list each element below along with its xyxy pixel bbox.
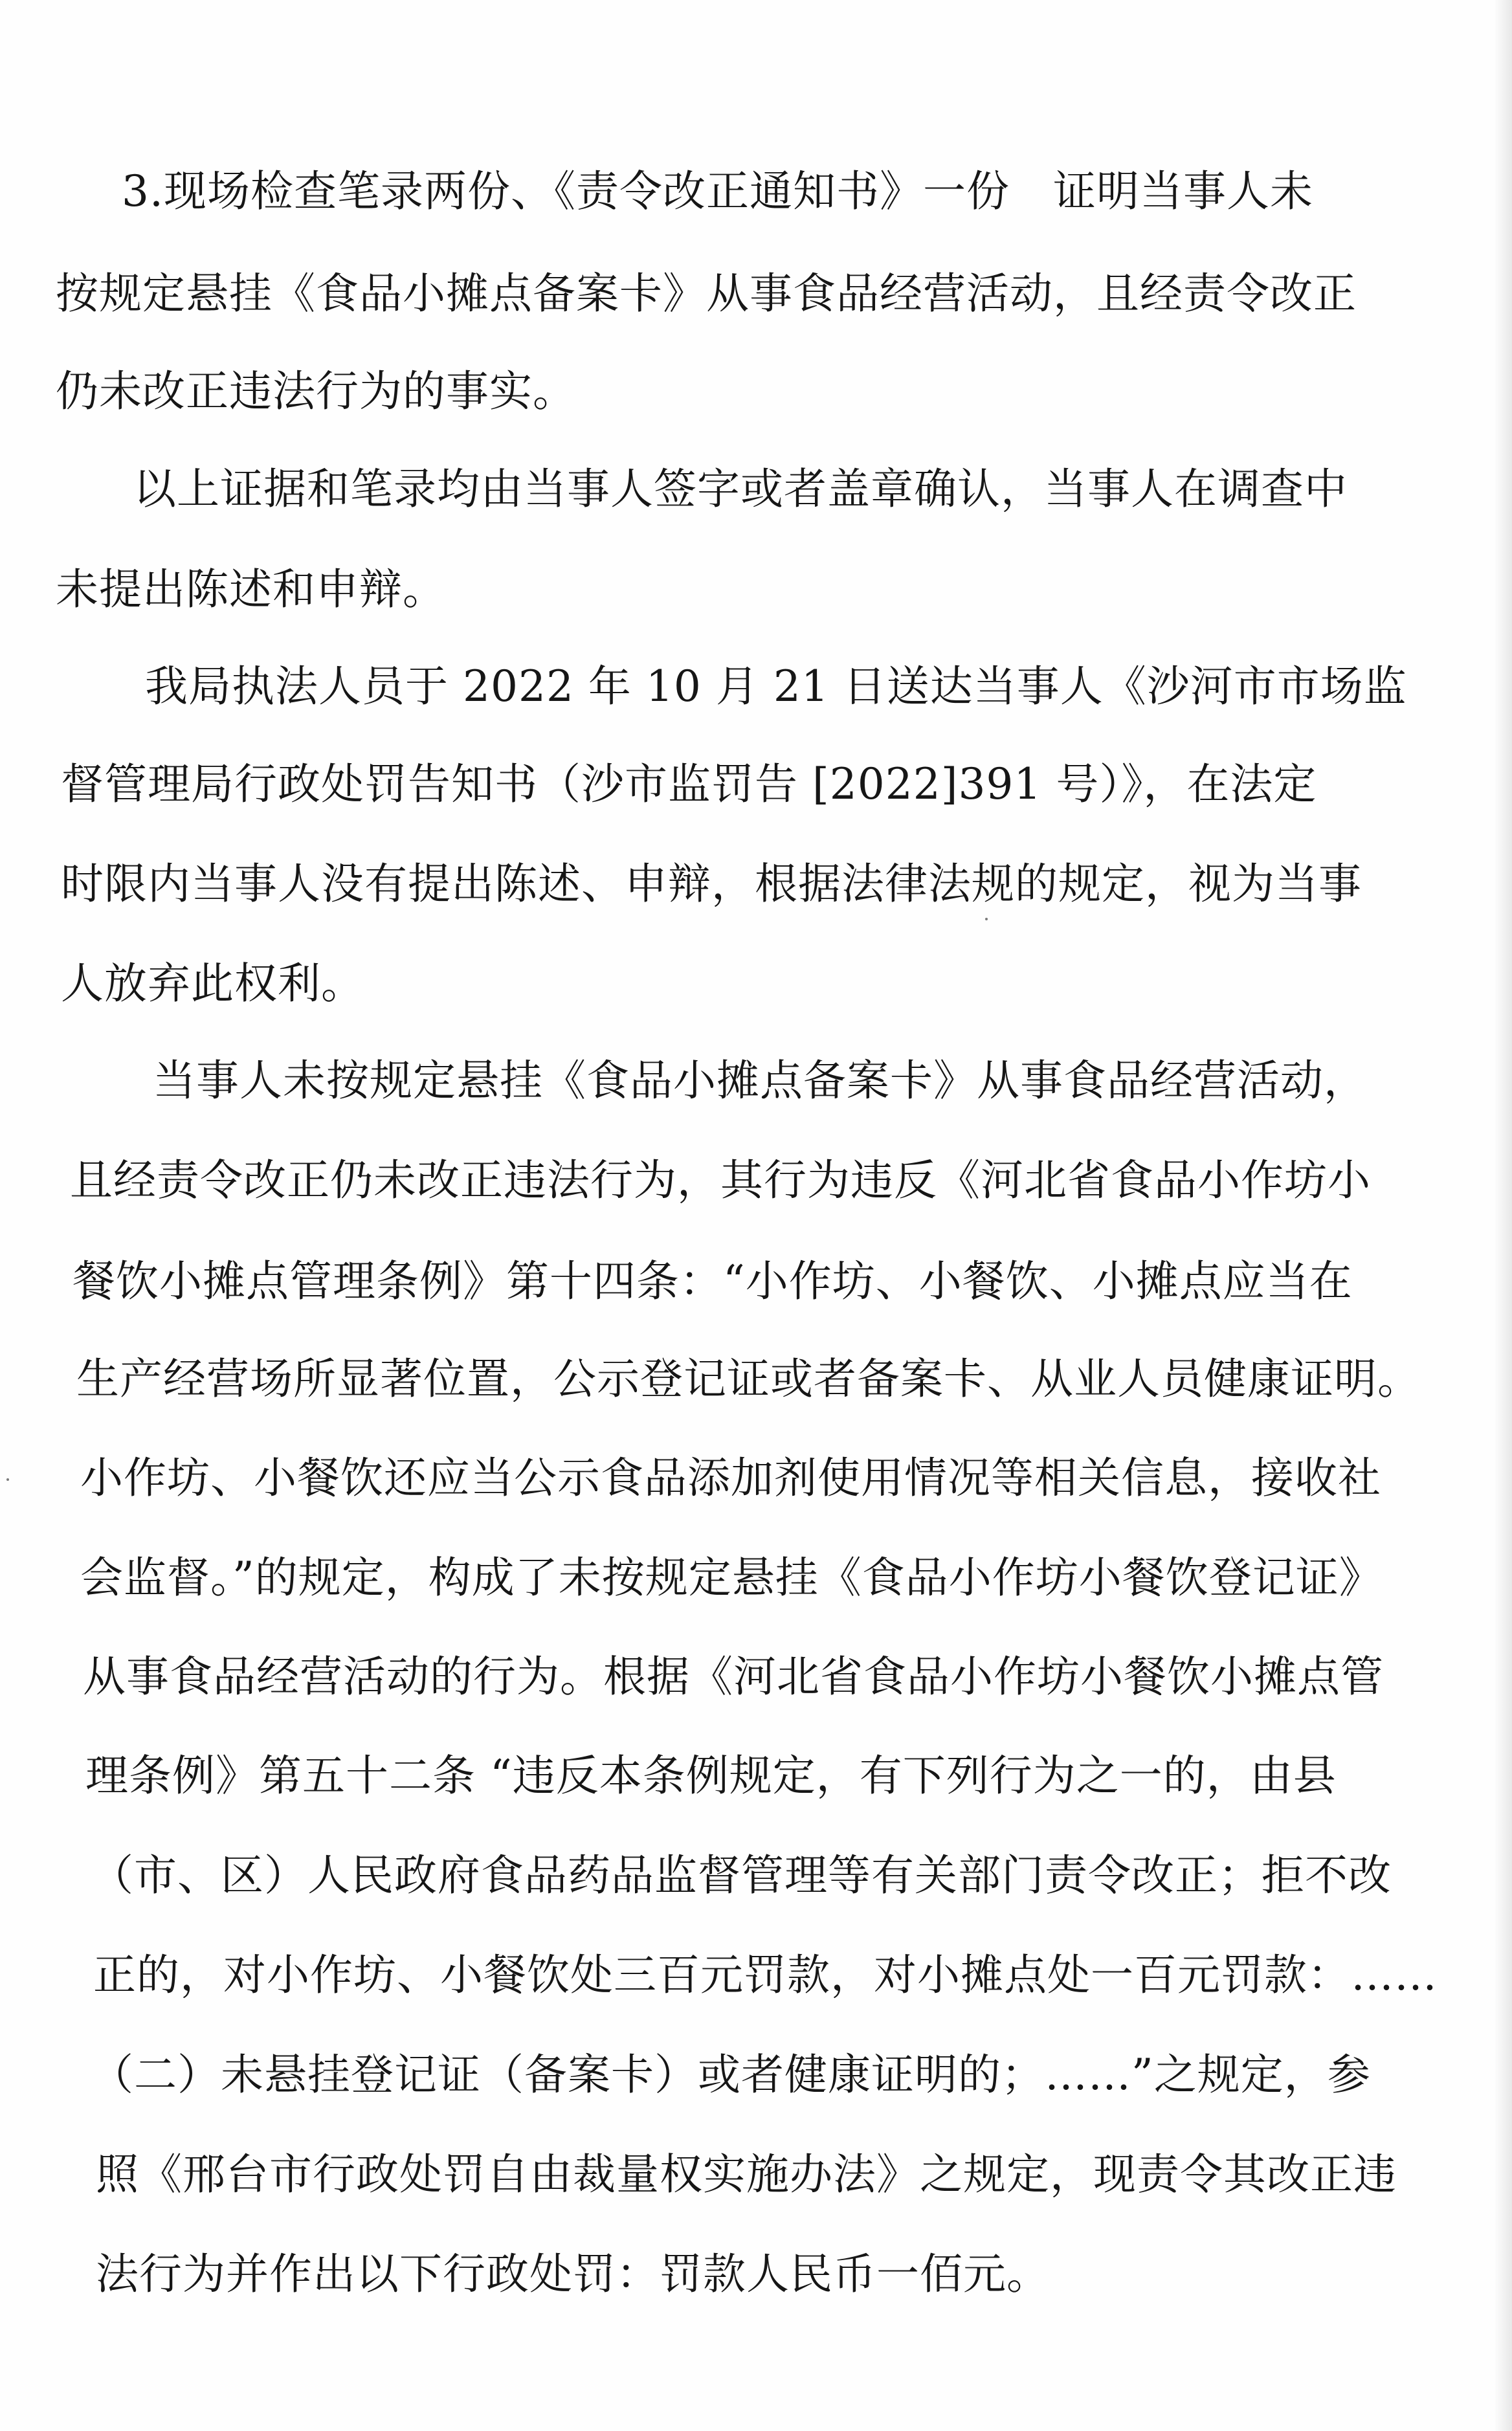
text-line-17: 理条例》第五十二条 “违反本条例规定，有下列行为之一的，由县 [85, 1751, 1337, 1801]
text-line-12: 餐饮小摊点管理条例》第十四条：“小作坊、小餐饮、小摊点应当在 [72, 1256, 1353, 1306]
text-line-3: 仍未改正违法行为的事实。 [56, 366, 576, 416]
text-line-4: 以上证据和笔录均由当事人签字或者盖章确认，当事人在调查中 [133, 464, 1348, 514]
text-line-2: 按规定悬挂《食品小摊点备案卡》从事食品经营活动，且经责令改正 [56, 269, 1357, 318]
text-line-6: 我局执法人员于 2022 年 10 月 21 日送达当事人《沙河市市场监 [145, 661, 1407, 711]
text-line-16: 从事食品经营活动的行为。根据《河北省食品小作坊小餐饮小摊点管 [83, 1652, 1384, 1702]
text-line-8: 时限内当事人没有提出陈述、申辩，根据法律法规的规定，视为当事 [61, 859, 1362, 909]
text-line-5: 未提出陈述和申辩。 [56, 564, 446, 614]
text-line-9: 人放弃此权利。 [61, 959, 364, 1008]
text-line-18: （市、区）人民政府食品药品监督管理等有关部门责令改正；拒不改 [91, 1850, 1392, 1900]
text-line-13: 生产经营场所显著位置，公示登记证或者备案卡、从业人员健康证明。 [76, 1354, 1421, 1404]
text-line-14: 小作坊、小餐饮还应当公示食品添加剂使用情况等相关信息，接收社 [80, 1453, 1381, 1503]
scan-speck [6, 1478, 9, 1481]
text-line-22: 法行为并作出以下行政处罚：罚款人民币一佰元。 [96, 2249, 1050, 2299]
text-line-1: 3.现场检查笔录两份、《责令改正通知书》一份 证明当事人未 [122, 166, 1313, 216]
page-edge-shadow [1494, 0, 1512, 2431]
text-line-21: 照《邢台市行政处罚自由裁量权实施办法》之规定，现责令其改正违 [96, 2149, 1397, 2199]
text-line-19: 正的，对小作坊、小餐饮处三百元罚款，对小摊点处一百元罚款：…… [93, 1950, 1438, 2000]
text-line-11: 且经责令改正仍未改正违法行为，其行为违反《河北省食品小作坊小 [70, 1155, 1371, 1205]
text-line-10: 当事人未按规定悬挂《食品小摊点备案卡》从事食品经营活动， [153, 1056, 1367, 1105]
text-line-20: （二）未悬挂登记证（备案卡）或者健康证明的；……”之规定，参 [91, 2050, 1371, 2100]
scan-speck [985, 918, 988, 920]
text-line-15: 会监督。”的规定，构成了未按规定悬挂《食品小作坊小餐饮登记证》 [80, 1553, 1383, 1603]
text-line-7: 督管理局行政处罚告知书（沙市监罚告 [2022]391 号）》，在法定 [61, 759, 1317, 809]
